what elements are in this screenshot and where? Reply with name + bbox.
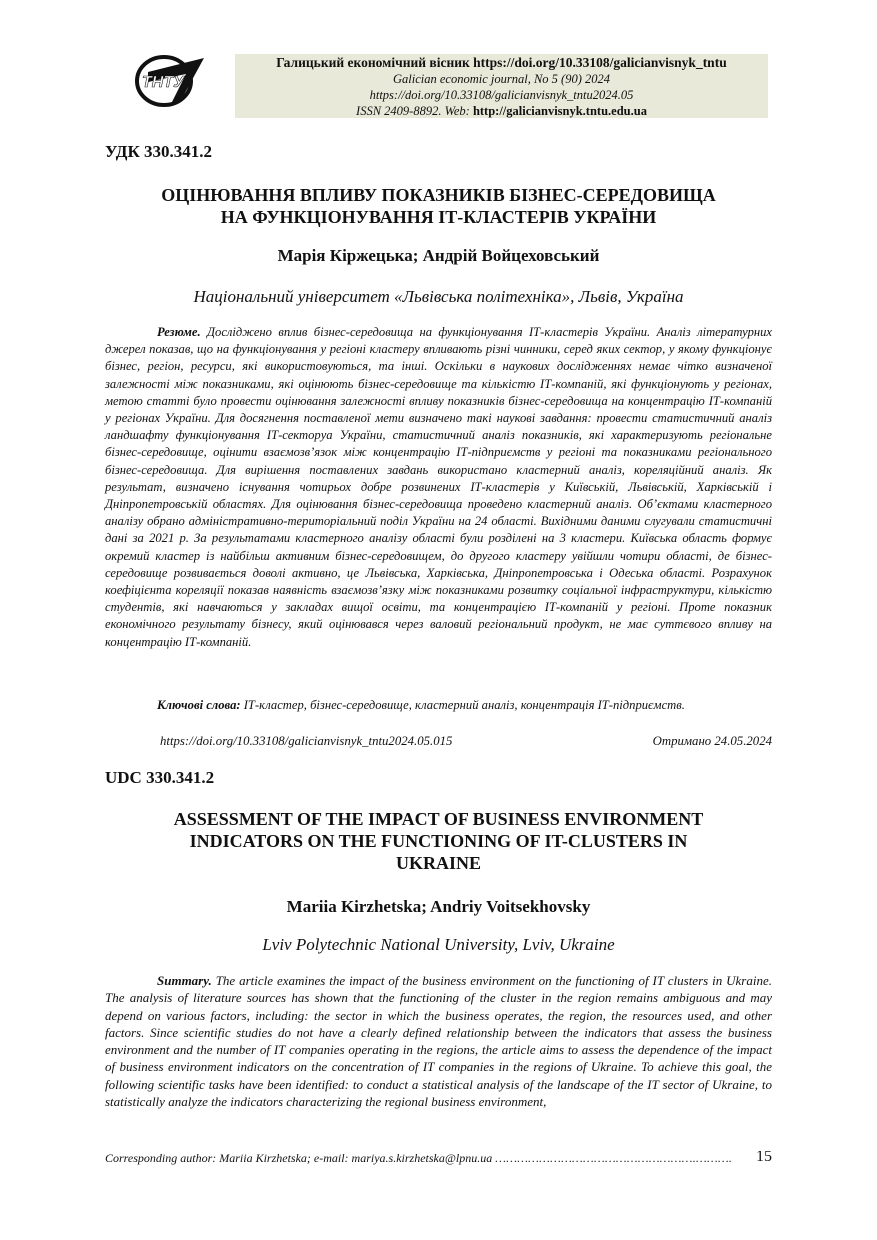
- journal-issn-line: [235, 103, 768, 119]
- summary-text: The article examines the impact of the business environment on the functioning of IT clusters in Ukraine. The analysis of literature sources has shown that the functioning of the cluster in the region remains ambiguous and may depend on various factors, including: the sector in which the business operates, the region, the resources used, and other factors. Since scientific studies do not have a clearly defined relationship between the indicators that assess the business environment and the number of IT companies operating in the regions, the article aims to assess the dependence of the impact of business environment indicators on the concentration of IT companies in the regions of Ukraine. To achieve this goal, the following scientific tasks have been identified: to conduct a statistical analysis of the landscape of the IT sector of Ukraine, to statistically analyze the indicators characterizing the regional business environment,: [105, 973, 772, 1110]
- affiliation-ua: Національний університет «Львівська політехніка», Львів, Україна: [193, 287, 684, 306]
- footer-dots: ……………………………………………….……….: [495, 1151, 733, 1165]
- title-en-line2: INDICATORS ON THE FUNCTIONING OF IT-CLUSTERS IN: [189, 831, 688, 851]
- tntu-logo-graphic: [134, 50, 210, 110]
- journal-name-line: Галицький економічний вісник https://doi.org/10.33108/galicianvisnyk_tntu: [276, 55, 727, 70]
- authors-ua: Марія Кiржецька; Андрій Войцеховський: [277, 246, 600, 265]
- title-en-line3: UKRAINE: [395, 853, 481, 873]
- title-ua-line1: ОЦІНЮВАННЯ ВПЛИВУ ПОКАЗНИКІВ БІЗНЕС-СЕРЕДОВИЩА: [161, 185, 716, 205]
- udc-en: UDC 330.341.2: [105, 768, 215, 787]
- journal-web-link[interactable]: http://galicianvisnyk.tntu.edu.ua: [472, 104, 647, 118]
- authors-en: Mariia Kirzhetska; Andriy Voitsekhovsky: [286, 897, 591, 916]
- title-en: [105, 808, 772, 874]
- article-meta-row: [160, 734, 772, 749]
- abstract-ua: [105, 324, 772, 651]
- title-ua: [105, 184, 772, 228]
- abstract-label: Резюме.: [157, 325, 201, 339]
- abstract-text: Досліджено вплив бізнес-середовища на функціонування ІТ-кластерів України. Аналіз літературних джерел показав, що на функціонування у регіоні кластеру впливають різні чинники, серед яких сектор, у якому функціонує бізнес, регіон, ресурси, які використовуються, та інші. Оскільки в наукових дослідженнях немає чітко визначеної залежності між показниками, які оцінюють бізнес-середовище та кількістю ІТ-компаній, які функціонують у регіонах, метою статті було провести оцінювання залежності впливу показників бізнес-середовища на концентрацію ІТ-компаній у регіонах України. Для досягнення поставленої мети визначено такі наукові завдання: провести статистичний аналіз ландшафту функціонування ІТ-сектоpуа України, статистичний аналіз показників, які характеризують регіональне бізнес-середовище, оцінити взаємозв’язок між концентрацію ІТ-підприємств у регіоні та показниками регіонального бізнес-середовища. Для вирішення поставлених завдань використано кластерний аналіз, кореляційний аналіз. Як результат, визначено існування чотирьох добре розвинених ІТ-кластерів у Київській, Львівській, Харківській і Дніпропетровській областях. Для оцінювання бізнес-середовища проведено кластерний аналіз. Об’єктами кластерного аналізу обрано адміністративно-територіальний поділ України на 24 області. Вихідними даними слугували статистичні дані за 2021 р. За результатами кластерного аналізу області були розділені на 3 кластери. Київська область формує окремий кластер із найбільш активним бізнес-середовищем, до другого кластеру увійшли чотири області, де бізнес-середовище розвивається доволі активно, це Львівська, Харківська, Дніпропетровська і Одеська області. Розрахунок коефіцієнта кореляції показав наявність взаємозв’язку між показниками розвитку соціальної інфраструктури, кількістю студентів, які навчаються у закладах вищої освіти, та концентрацією ІТ-компаній у регіоні. Проте показник економічного результату бізнесу, який оцінювався через валовий регіональний продукт, не має суттєвого впливу на концентрацію ІТ-компаній.: [105, 325, 772, 649]
- issn-label: ISSN 2409-8892. Web:: [356, 104, 473, 118]
- affiliation-en: Lviv Polytechnic National University, Lviv, Ukraine: [262, 935, 615, 954]
- journal-info-box: [235, 54, 768, 118]
- tntu-logo: [134, 50, 210, 110]
- journal-issue-doi: https://doi.org/10.33108/galicianvisnyk_tntu2024.05: [369, 88, 634, 102]
- corresponding-author: Corresponding author: Mariia Kirzhetska; e-mail: mariya.s.kirzhetska@lpnu.ua: [105, 1151, 493, 1165]
- page-footer: [105, 1151, 772, 1166]
- keywords-label: Ключові слова:: [157, 698, 241, 712]
- logo-text: ТНТУ: [142, 74, 184, 91]
- keywords-ua: [105, 698, 772, 713]
- journal-issue-line: Galician economic journal, No 5 (90) 2024: [393, 72, 610, 86]
- received-date: Отримано 24.05.2024: [652, 734, 772, 748]
- page-number: 15: [754, 1151, 772, 1166]
- summary-label: Summary.: [157, 973, 212, 988]
- udc-ua: УДК 330.341.2: [105, 142, 213, 161]
- title-ua-line2: НА ФУНКЦІОНУВАННЯ ІТ-КЛАСТЕРІВ УКРАЇНИ: [220, 207, 657, 227]
- keywords-text: ІТ-кластер, бізнес-середовище, кластерний аналіз, концентрація ІТ-підприємств.: [240, 698, 685, 712]
- title-en-line1: ASSESSMENT OF THE IMPACT OF BUSINESS ENVIRONMENT: [173, 809, 704, 829]
- summary-en: [105, 972, 772, 1110]
- article-doi-link[interactable]: https://doi.org/10.33108/galicianvisnyk_tntu2024.05.015: [160, 734, 453, 748]
